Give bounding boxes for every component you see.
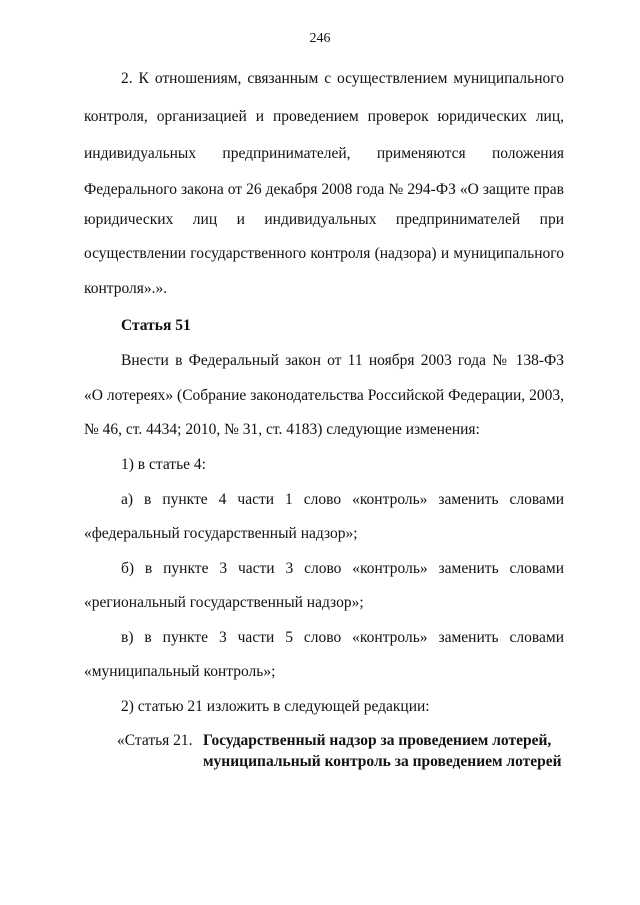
list-item-v-line-2: «муниципальный контроль»; — [84, 663, 276, 680]
list-item-v-line-1: в) в пункте 3 части 5 слово «контроль» заменить словами — [121, 629, 564, 646]
paragraph-1-line: юридических лиц и индивидуальных предпринимателей при — [84, 211, 564, 228]
page-number: 246 — [309, 31, 331, 46]
paragraph-1-line: индивидуальных предпринимателей, применяются положения — [84, 145, 564, 162]
paragraph-1-line: 2. К отношениям, связанным с осуществлением муниципального — [121, 70, 564, 87]
paragraph-1-line: Федерального закона от 26 декабря 2008 года № 294-ФЗ «О защите прав — [84, 181, 564, 198]
intro-line: № 46, ст. 4434; 2010, № 31, ст. 4183) следующие изменения: — [84, 421, 480, 438]
new-article-label: «Статья 21. — [117, 732, 193, 749]
new-article-title-line-1: Государственный надзор за проведением лотерей, — [203, 732, 552, 749]
list-item-2: 2) статью 21 изложить в следующей редакции: — [121, 698, 430, 715]
paragraph-1-line: осуществлении государственного контроля (надзора) и муниципального — [84, 245, 564, 262]
intro-line: «О лотереях» (Собрание законодательства Российской Федерации, 2003, — [84, 387, 564, 404]
paragraph-1-line: контроля».». — [84, 280, 168, 297]
intro-line: Внести в Федеральный закон от 11 ноября 2003 года № 138-ФЗ — [121, 352, 564, 369]
list-item-b-line-1: б) в пункте 3 части 3 слово «контроль» заменить словами — [121, 560, 564, 577]
paragraph-1-line: контроля, организацией и проведением проверок юридических лиц, — [84, 108, 564, 125]
list-item-b-line-2: «региональный государственный надзор»; — [84, 594, 364, 611]
list-item-a-line-2: «федеральный государственный надзор»; — [84, 525, 358, 542]
article-heading: Статья 51 — [121, 317, 191, 334]
new-article-title-line-2: муниципальный контроль за проведением лотерей — [203, 753, 562, 770]
list-item-1: 1) в статье 4: — [121, 456, 206, 473]
list-item-a-line-1: а) в пункте 4 части 1 слово «контроль» заменить словами — [121, 491, 564, 508]
